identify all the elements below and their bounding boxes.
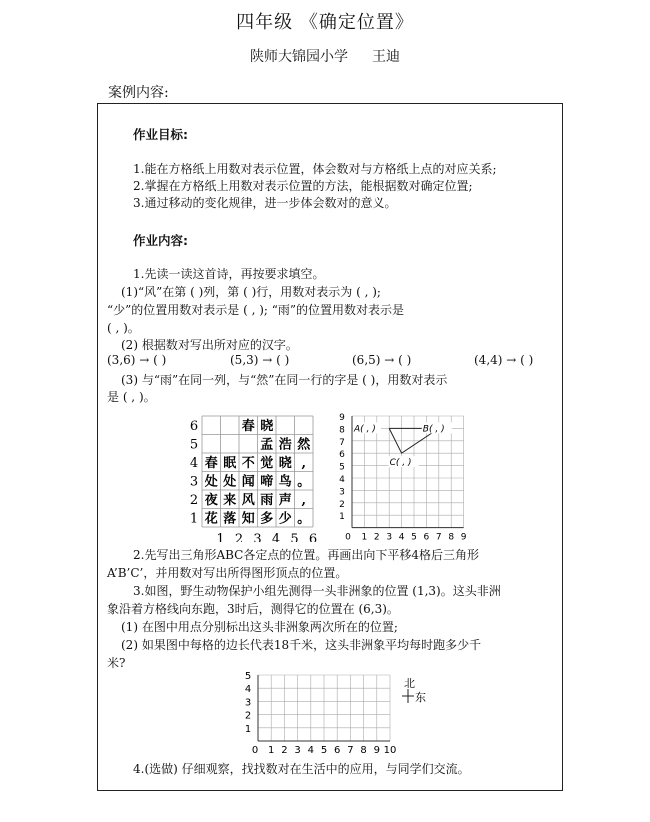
east-label: 东: [415, 691, 426, 704]
poem-char: 来: [223, 493, 237, 508]
poem-col-label: 1: [216, 532, 225, 542]
q4: 4.(选做) 仔细观察，找找数对在生活中的应用，与同学们交流。: [133, 762, 470, 776]
poem-char: ,: [301, 493, 307, 508]
q3-part2-line1: (2) 如果图中每格的边长代表18千米，这头非洲象平均每时跑多少千: [121, 638, 482, 652]
ele-y-tick: 2: [244, 710, 252, 722]
pair-4: (4,4) → ( ): [474, 353, 534, 367]
ele-y-tick: 4: [244, 684, 252, 696]
poem-char: 处: [223, 474, 237, 490]
tri-y-tick: 7: [339, 437, 345, 448]
poem-char: 春: [204, 456, 218, 471]
poem-char: 夜: [204, 493, 218, 508]
poem-grid-figure: [180, 414, 320, 542]
q3-line2: 象沿着方格线向东跑，3时后，测得它的位置在 (6,3)。: [107, 602, 399, 616]
tri-x-tick: 9: [460, 532, 467, 540]
poem-row-label: 6: [189, 419, 199, 434]
tri-label-a: A( , ): [354, 424, 376, 435]
ele-x-tick: 10: [383, 745, 397, 754]
poem-col-label: 5: [290, 532, 299, 542]
tri-y-tick: 5: [339, 462, 345, 473]
poem-char: 处: [204, 474, 218, 490]
page-title: 四年级 《确定位置》: [236, 12, 414, 33]
tri-x-tick: 3: [386, 532, 393, 540]
tri-x-tick: 2: [373, 532, 380, 540]
author-line: [0, 46, 650, 66]
poem-char: 落: [223, 511, 237, 527]
poem-char: 孟: [260, 437, 274, 453]
tri-y-tick: 3: [339, 487, 345, 498]
elephant-coordinate-chart: [240, 668, 440, 754]
q1-part3-line2: 是 ( , )。: [107, 390, 156, 404]
pair-3: (6,5) → ( ): [352, 353, 412, 367]
tri-y-tick: 9: [339, 413, 345, 423]
tri-label-b: B( , ): [422, 424, 445, 435]
tri-y-tick: 6: [339, 450, 345, 461]
q1-intro: 1.先读一读这首诗，再按要求填空。: [133, 267, 325, 281]
north-label: 北: [404, 677, 415, 690]
goal-item-3: 3.通过移动的变化规律，进一步体会数对的意义。: [133, 196, 397, 210]
tri-y-tick: 4: [339, 475, 345, 485]
pair-2: (5,3) → ( ): [230, 353, 290, 367]
poem-col-label: 4: [271, 532, 281, 542]
ele-x-tick: 7: [347, 745, 354, 754]
poem-col-label: 3: [253, 532, 262, 542]
goal-item-1: 1.能在方格纸上用数对表示位置，体会数对与方格纸上点的对应关系;: [133, 162, 497, 176]
poem-char: 晓: [278, 456, 292, 471]
poem-char: 。: [297, 474, 311, 490]
tri-y-tick: 8: [339, 425, 345, 436]
poem-char: 晓: [260, 419, 274, 434]
ele-x-tick: 3: [294, 745, 301, 754]
q1-part2: (2) 根据数对写出所对应的汉字。: [121, 338, 298, 352]
q2-line2: A’B’C’，并用数对写出所得图形顶点的位置。: [107, 566, 348, 580]
ele-x-tick: 1: [268, 745, 275, 754]
tri-y-tick: 1: [339, 512, 345, 523]
poem-char: 觉: [260, 456, 274, 471]
q3-part1: (1) 在图中用点分别标出这头非洲象两次所在的位置;: [121, 620, 398, 634]
poem-row-label: 5: [189, 437, 199, 453]
poem-char: 风: [241, 493, 255, 508]
q2-line1: 2.先写出三角形ABC各定点的位置。再画出向下平移4格后三角形: [133, 548, 479, 562]
poem-col-label: 6: [308, 532, 318, 542]
poem-char: ,: [301, 456, 307, 471]
poem-char: 知: [241, 511, 255, 527]
ele-origin-label: 0: [251, 745, 259, 754]
poem-char: 。: [297, 511, 311, 527]
poem-char: 闻: [241, 474, 255, 490]
goal-heading: 作业目标:: [133, 127, 188, 142]
tri-x-tick: 1: [361, 532, 368, 540]
poem-char: 鸟: [278, 474, 292, 490]
poem-char: 花: [204, 511, 218, 527]
poem-char: 啼: [260, 474, 274, 490]
tri-y-tick: 2: [339, 499, 345, 510]
q1-part1-line3: ( , )。: [107, 321, 140, 335]
poem-char: 少: [278, 511, 292, 527]
ele-x-tick: 9: [373, 745, 380, 754]
poem-char: 声: [278, 493, 292, 508]
ele-x-tick: 6: [334, 745, 341, 754]
ele-y-tick: 3: [244, 697, 252, 709]
pair-1: (3,6) → ( ): [107, 353, 167, 367]
tri-x-tick: 5: [411, 532, 417, 540]
ele-x-tick: 2: [281, 745, 288, 754]
q3-line1: 3.如图，野生动物保护小组先测得一头非洲象的位置 (1,3)。这头非洲: [133, 584, 501, 598]
ele-x-tick: 5: [320, 745, 328, 754]
teacher-name: 王迪: [372, 49, 400, 65]
tri-x-tick: 7: [435, 532, 442, 540]
poem-char: 不: [241, 456, 255, 471]
ele-y-tick: 5: [244, 671, 252, 682]
tri-x-tick: 6: [423, 532, 430, 540]
poem-char: 然: [297, 437, 311, 453]
q1-part1-line2: “少”的位置用数对表示是 ( , ); “雨”的位置用数对表示是: [107, 303, 405, 317]
content-heading: 作业内容:: [133, 233, 188, 248]
poem-char: 雨: [260, 493, 274, 508]
ele-x-tick: 4: [307, 745, 314, 754]
tri-x-tick: 8: [448, 532, 455, 540]
triangle-coordinate-chart: [335, 408, 485, 540]
tri-origin-label: 0: [345, 532, 351, 540]
ele-y-tick: 1: [244, 723, 252, 735]
ele-x-tick: 8: [360, 745, 367, 754]
poem-row-label: 1: [189, 511, 199, 527]
tri-label-c: C( , ): [389, 458, 412, 469]
q3-part2-line2: 米?: [107, 656, 126, 670]
poem-char: 多: [260, 511, 274, 527]
tri-x-tick: 4: [398, 532, 405, 540]
q1-part3-line1: (3) 与“雨”在同一列，与“然”在同一行的字是 ( )，用数对表示: [121, 373, 448, 387]
case-label: 案例内容:: [108, 85, 169, 101]
goal-item-2: 2.掌握在方格纸上用数对表示位置的方法，能根据数对确定位置;: [133, 179, 473, 193]
poem-row-label: 4: [189, 456, 199, 471]
poem-char: 眠: [223, 456, 237, 471]
poem-col-label: 2: [234, 532, 244, 542]
poem-row-label: 3: [189, 474, 199, 490]
poem-char: 浩: [278, 437, 292, 453]
poem-row-label: 2: [189, 493, 199, 508]
q1-part1-line1: (1)“风”在第 ( )列，第 ( )行，用数对表示为 ( , );: [121, 285, 381, 299]
poem-char: 春: [241, 419, 255, 434]
school-name: 陕师大锦园小学: [250, 49, 348, 65]
